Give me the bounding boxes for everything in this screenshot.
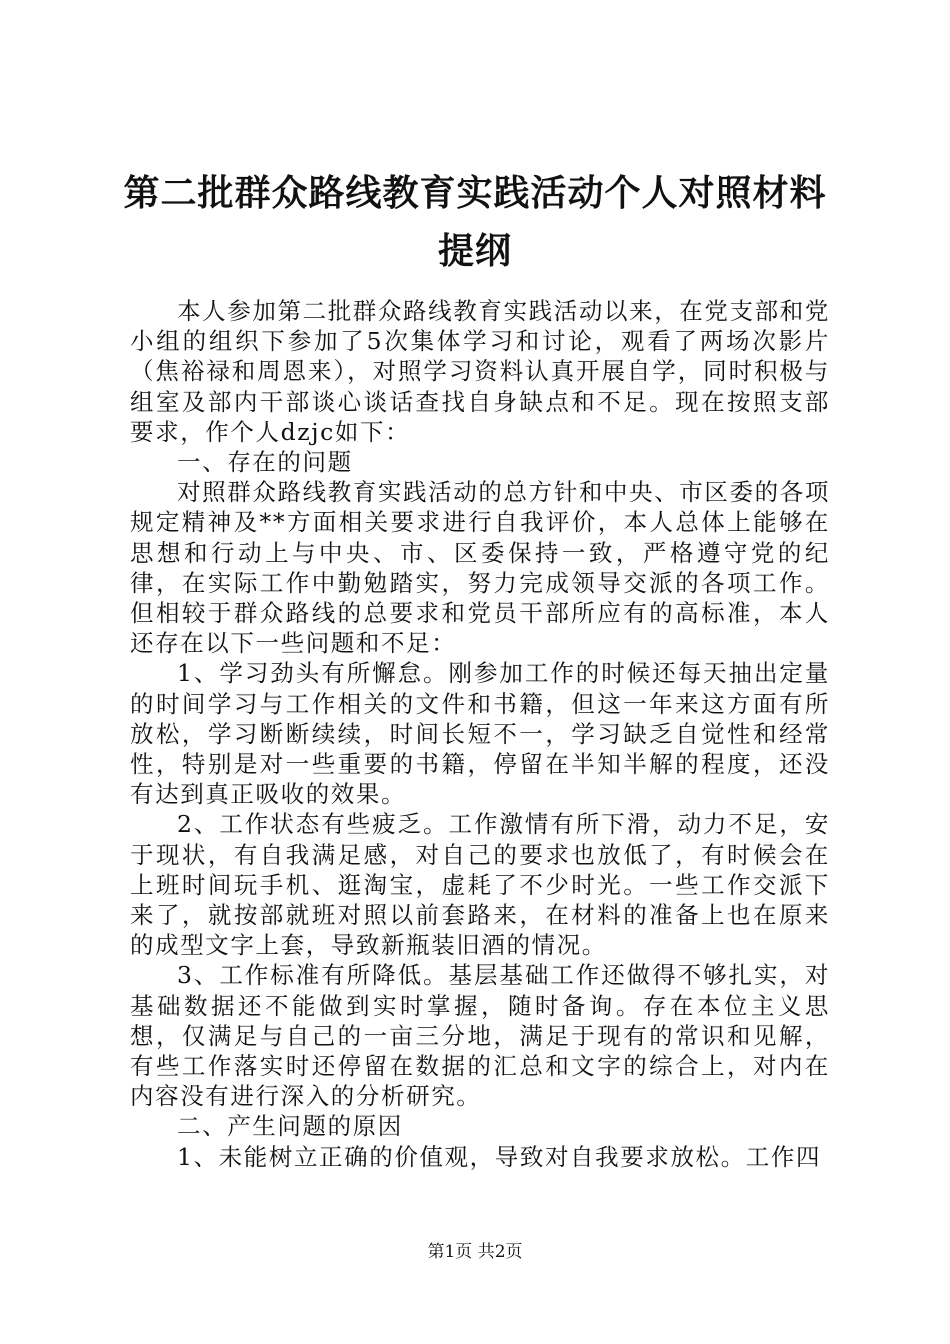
problem-item-1: 1、学习劲头有所懈怠。刚参加工作的时候还每天抽出定量的时间学习与工作相关的文件和书籍，但这一年来这方面有所放松，学习断断续续，时间长短不一，学习缺乏自觉性和经常性，特别是对一些重要的书籍，停留在半知半解的程度，还没有达到真正吸收的效果。 [130,659,830,809]
document-title: 第二批群众路线教育实践活动个人对照材料提纲 [123,172,827,272]
problem-item-2: 2、工作状态有些疲乏。工作激情有所下滑，动力不足，安于现状，有自我满足感，对自己的要求也放低了，有时候会在上班时间玩手机、逛淘宝，虚耗了不少时光。一些工作交派下来了，就按部就班对照以前套路来，在材料的准备上也在原来的成型文字上套，导致新瓶装旧酒的情况。 [130,810,830,960]
page-footer: 第1页 共2页 [427,1242,523,1262]
intro-paragraph: 本人参加第二批群众路线教育实践活动以来，在党支部和党小组的组织下参加了5次集体学习和讨论，观看了两场次影片（焦裕禄和周恩来），对照学习资料认真开展自学，同时积极与组室及部内干部谈心谈话查找自身缺点和不足。现在按照支部要求，作个人dzjc如下： [130,297,830,446]
problem-item-3: 3、工作标准有所降低。基层基础工作还做得不够扎实，对基础数据还不能做到实时掌握，随时备询。存在本位主义思想，仅满足与自己的一亩三分地，满足于现有的常识和见解，有些工作落实时还停留在数据的汇总和文字的综合上，对内在内容没有进行深入的分析研究。 [130,961,830,1111]
cause-item-1: 1、未能树立正确的价值观，导致对自我要求放松。工作四 [177,1142,822,1171]
problems-overview-paragraph: 对照群众路线教育实践活动的总方针和中央、市区委的各项规定精神及**方面相关要求进行自我评价，本人总体上能够在思想和行动上与中央、市、区委保持一致，严格遵守党的纪律，在实际工作中勤勉踏实，努力完成领导交派的各项工作。但相较于群众路线的总要求和党员干部所应有的高标准，本人还存在以下一些问题和不足： [130,478,830,658]
section-heading-causes: 二、产生问题的原因 [177,1112,403,1141]
section-heading-problems: 一、存在的问题 [177,448,353,477]
document-body [130,296,830,1172]
